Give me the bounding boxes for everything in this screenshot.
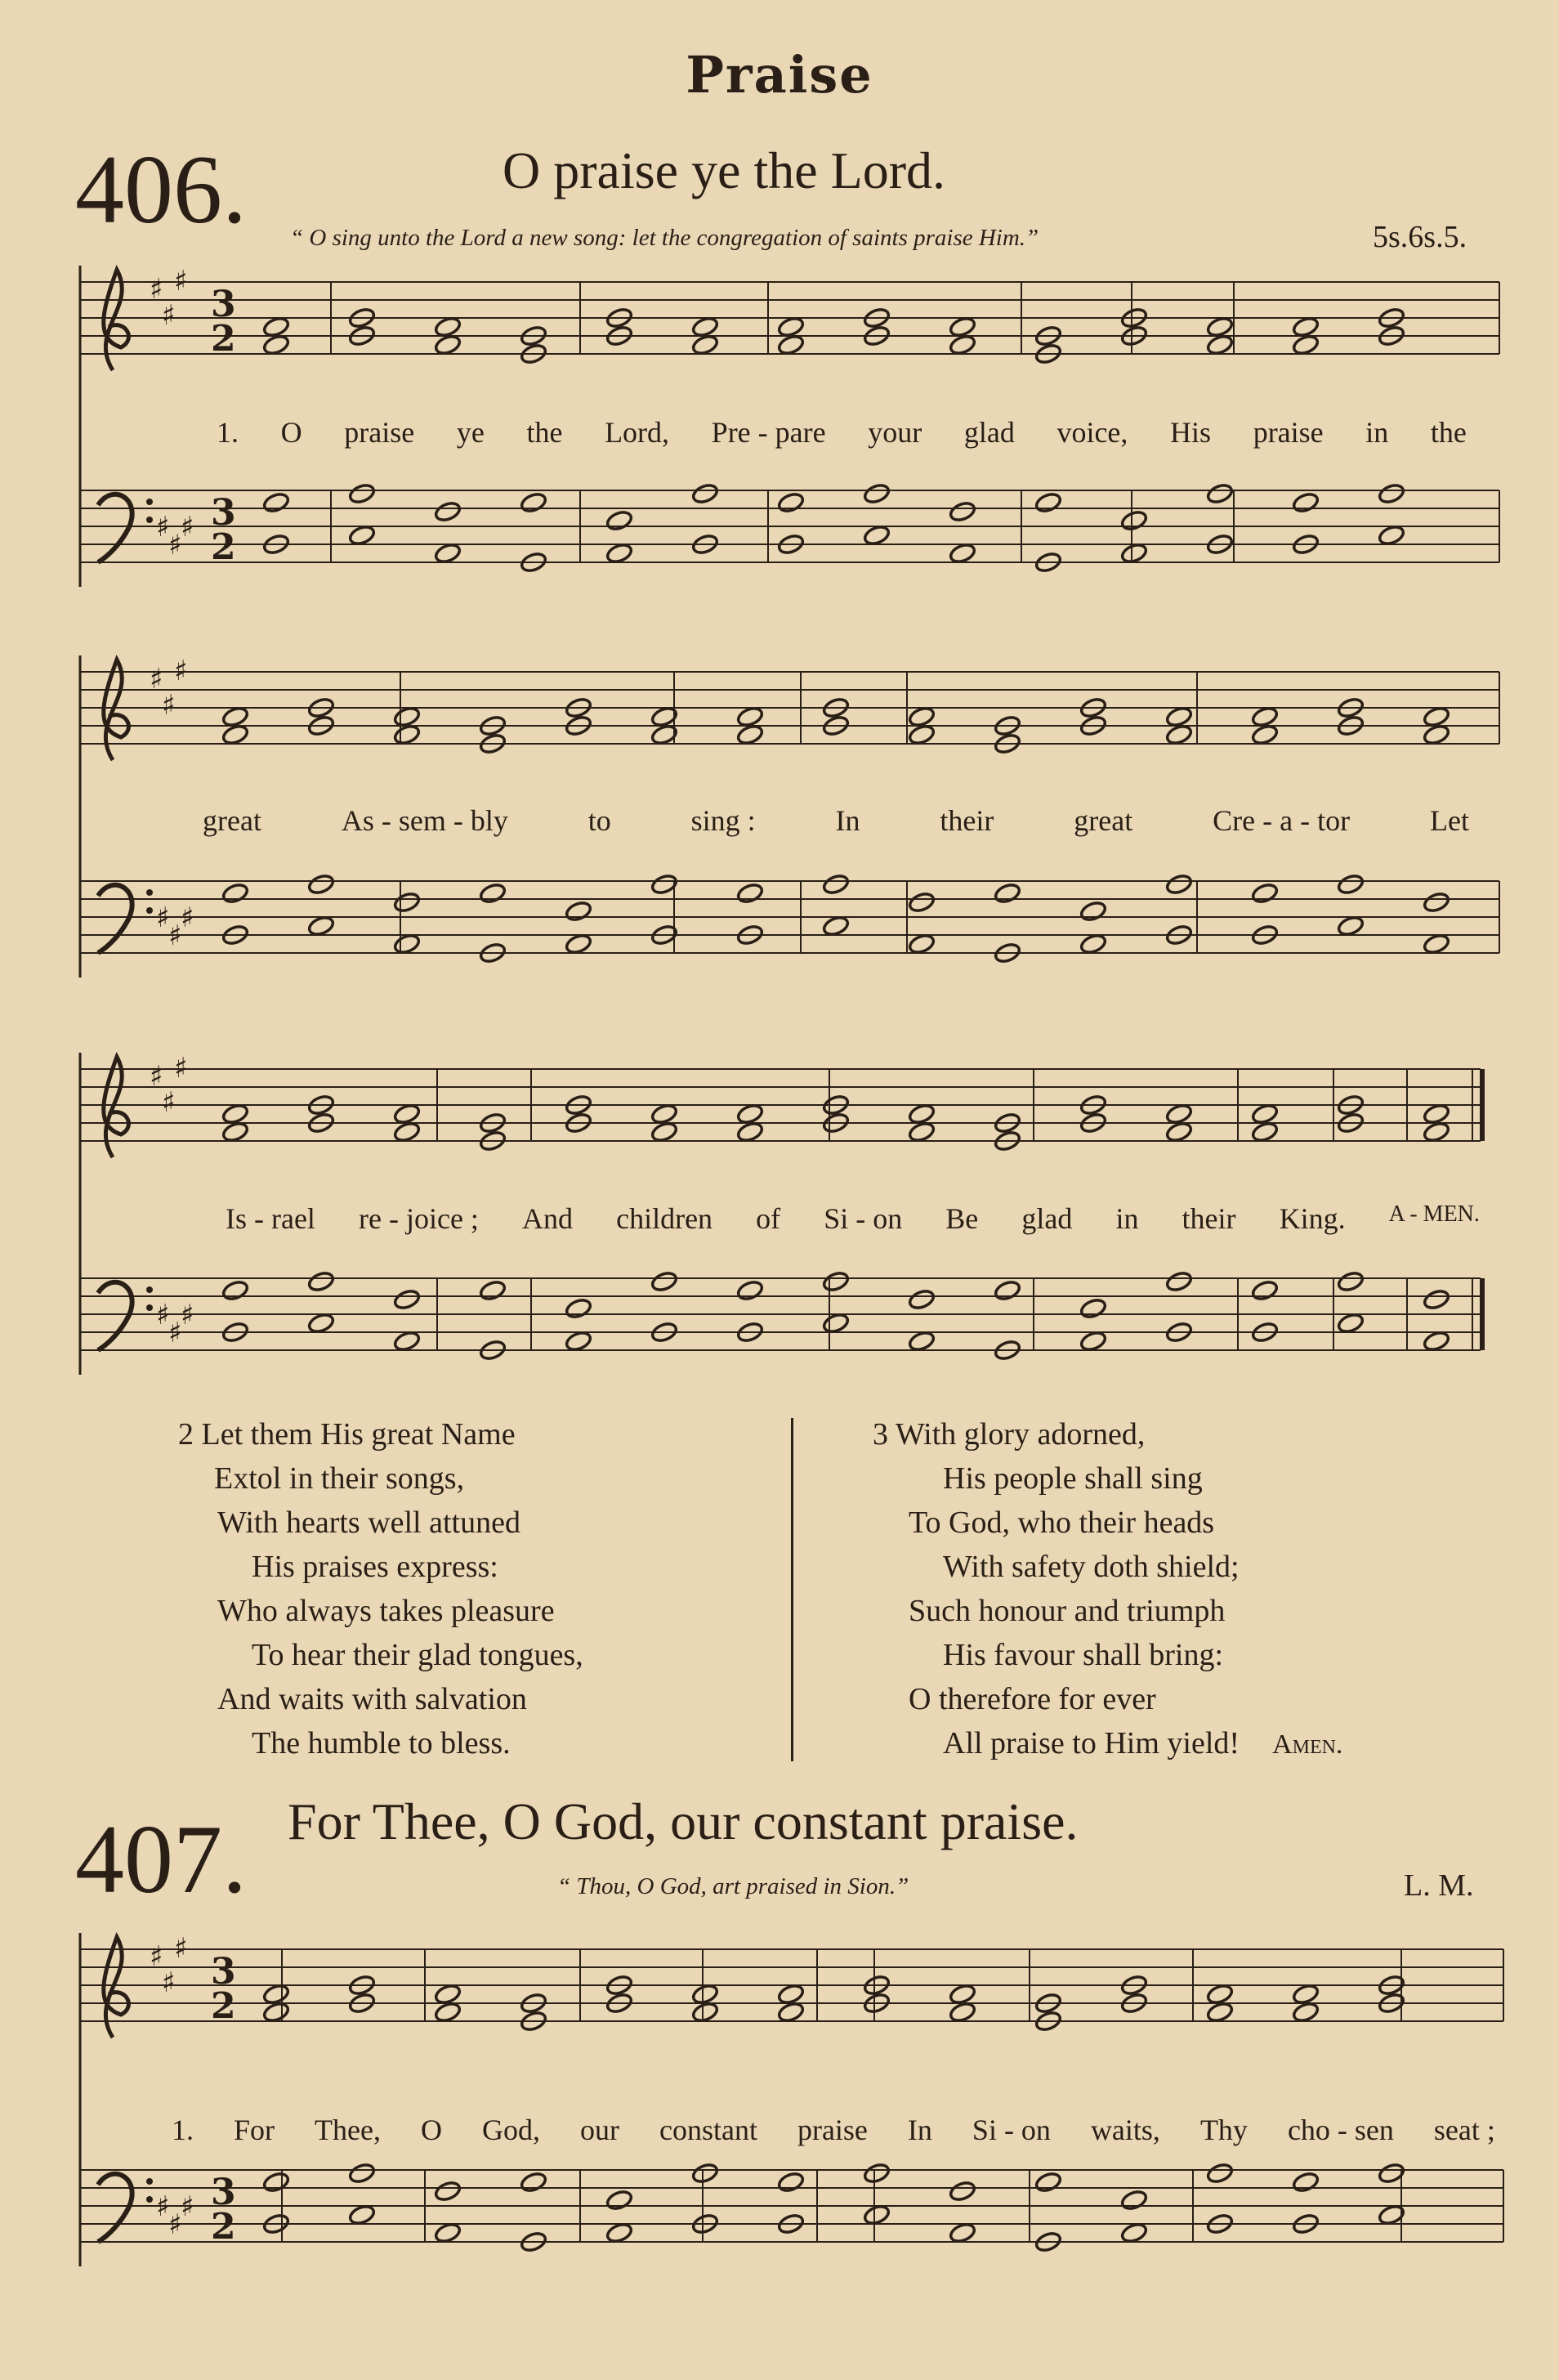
note-head (691, 2001, 720, 2024)
time-signature-top: 3 (211, 2172, 236, 2213)
note-head (221, 882, 250, 905)
note-head (393, 1103, 422, 1125)
lyric-syllable: great (203, 804, 261, 837)
note-head (1165, 723, 1194, 746)
sharp-icon: ♯ (150, 663, 163, 696)
lyric-syllable: O (280, 416, 302, 449)
note-head (1206, 2001, 1235, 2024)
note-head (1423, 933, 1451, 955)
verse-line: His favour shall bring: (943, 1638, 1224, 1672)
note-head (221, 1279, 250, 1302)
note-head (1206, 2162, 1235, 2185)
note-head (691, 482, 720, 505)
verse-divider (791, 1418, 793, 1761)
hymn-407-lyrics-line-1 (172, 2113, 1495, 2147)
note-head (691, 315, 720, 338)
lyric-syllable: to (587, 804, 611, 837)
lyric-syllable: Lord, (605, 416, 670, 449)
note-head (1423, 891, 1451, 914)
lyric-syllable: Si - on (972, 2114, 1051, 2146)
note-head (908, 1103, 936, 1125)
lyric-syllable: Be (945, 1202, 979, 1235)
note-head (949, 500, 977, 523)
lyric-syllable: great (1074, 804, 1133, 837)
treble-clef-icon (104, 660, 129, 760)
note-head (822, 1312, 851, 1335)
sharp-icon: ♯ (174, 1932, 188, 1965)
note-head (1292, 315, 1320, 338)
time-signature-top: 3 (211, 492, 236, 534)
lyric-syllable: constant (659, 2114, 757, 2146)
bass-clef-icon (98, 2174, 132, 2242)
note-head (949, 315, 977, 338)
note-head (863, 2162, 891, 2185)
note-head (1079, 900, 1108, 923)
note-head (908, 1288, 936, 1311)
note-head (1423, 1330, 1451, 1353)
note-head (1423, 1288, 1451, 1311)
note-head (348, 524, 377, 547)
verse-line: All praise to Him yield! (943, 1726, 1240, 1760)
time-signature-bottom: 2 (211, 526, 236, 568)
verse-number: 2 (178, 1417, 194, 1452)
note-head (307, 1270, 336, 1293)
hymn-406-title: O praise ye the Lord. (503, 141, 946, 199)
lyric-syllable: A - MEN. (1388, 1201, 1480, 1227)
lyric-syllable: waits, (1090, 2114, 1160, 2146)
sharp-icon: ♯ (174, 265, 188, 298)
lyric-syllable: cho - sen (1287, 2114, 1394, 2146)
lyric-syllable: Thy (1199, 2114, 1248, 2146)
note-head (348, 482, 377, 505)
verse-line: With hearts well attuned (217, 1505, 520, 1540)
note-head (262, 491, 291, 514)
sharp-icon: ♯ (174, 1052, 188, 1085)
note-head (1120, 2221, 1149, 2244)
note-head (393, 1288, 422, 1311)
note-head (479, 1279, 507, 1302)
bass-clef-icon (98, 494, 132, 562)
amen-label: Amen. (1272, 1729, 1343, 1760)
sharp-icon: ♯ (162, 299, 176, 332)
note-head (1079, 1330, 1108, 1353)
note-head (650, 1103, 679, 1125)
lyric-syllable: re - joice ; (359, 1202, 479, 1235)
sharp-icon: ♯ (156, 901, 170, 934)
hymn-407-title: For Thee, O God, our constant praise. (288, 1792, 1079, 1850)
note-head (691, 1983, 720, 2006)
sharp-icon: ♯ (181, 511, 194, 544)
note-head (822, 1270, 851, 1293)
note-head (949, 2221, 977, 2244)
lyric-syllable: In (907, 2114, 932, 2146)
treble-clef-icon (104, 1057, 129, 1157)
note-head (1292, 1983, 1320, 2006)
lyric-syllable: 1. (217, 416, 239, 449)
note-head (822, 873, 851, 896)
lyric-syllable: Is - rael (226, 1202, 315, 1235)
lyric-syllable: in (1115, 1202, 1139, 1235)
lyric-syllable: glad (963, 416, 1015, 449)
note-head (393, 1330, 422, 1353)
lyric-syllable: praise (1253, 416, 1324, 449)
time-signature-bottom: 2 (211, 2206, 236, 2248)
sharp-icon: ♯ (156, 1299, 170, 1331)
note-head (221, 705, 250, 728)
bass-clef-dot (146, 1304, 153, 1311)
hymn-406-number: 406. (75, 135, 247, 244)
bass-clef-icon (98, 1282, 132, 1350)
sharp-icon: ♯ (162, 1086, 176, 1119)
note-head (520, 2171, 548, 2194)
time-signature-top: 3 (211, 1951, 236, 1993)
note-head (994, 1279, 1022, 1302)
sharp-icon: ♯ (181, 2190, 194, 2223)
note-head (605, 542, 634, 565)
note-head (1251, 723, 1280, 746)
verse-line: Who always takes pleasure (217, 1594, 555, 1628)
note-head (1034, 2171, 1063, 2194)
note-head (949, 542, 977, 565)
note-head (949, 2180, 977, 2203)
lyric-syllable: the (1430, 416, 1467, 449)
lyric-syllable: Si - on (824, 1202, 903, 1235)
verse-line: His people shall sing (943, 1461, 1203, 1496)
note-head (605, 2189, 634, 2212)
note-head (949, 333, 977, 356)
sharp-icon: ♯ (168, 919, 182, 952)
lyric-syllable: Let (1429, 804, 1469, 837)
hymn-406-lyrics-line-2 (203, 803, 1469, 838)
bass-clef-dot (146, 499, 153, 505)
lyric-syllable: our (579, 2114, 619, 2146)
note-head (434, 2180, 462, 2203)
note-head (1079, 1297, 1108, 1320)
hymn-406-verse-2 (178, 1412, 583, 1765)
note-head (221, 1103, 250, 1125)
note-head (348, 2203, 377, 2226)
lyric-syllable: God, (481, 2114, 540, 2146)
sharp-icon: ♯ (162, 689, 176, 722)
verse-line: The humble to bless. (252, 1726, 511, 1760)
note-head (393, 891, 422, 914)
lyric-syllable: Pre - pare (711, 416, 826, 449)
lyric-syllable: His (1170, 416, 1212, 449)
note-head (1206, 333, 1235, 356)
time-signature-bottom: 2 (211, 1985, 236, 2027)
note-head (565, 900, 593, 923)
bass-clef-dot (146, 2178, 153, 2185)
note-head (307, 915, 336, 937)
sharp-icon: ♯ (150, 273, 163, 306)
lyric-syllable: Thee, (315, 2114, 381, 2146)
note-head (262, 2001, 291, 2024)
note-head (1251, 1121, 1280, 1143)
note-head (908, 1330, 936, 1353)
note-head (605, 2221, 634, 2244)
lyric-syllable: ye (456, 416, 485, 449)
note-head (1120, 2189, 1149, 2212)
sharp-icon: ♯ (181, 1299, 194, 1331)
sharp-icon: ♯ (150, 1060, 163, 1093)
section-title: Praise (686, 45, 873, 105)
note-head (1165, 705, 1194, 728)
note-head (736, 1279, 765, 1302)
lyric-syllable: their (1182, 1202, 1236, 1235)
lyric-syllable: As - sem - bly (341, 804, 508, 837)
note-head (262, 2171, 291, 2194)
lyric-syllable: Cre - a - tor (1213, 804, 1351, 837)
hymn-406-epigraph: “ O sing unto the Lord a new song: let the congregation of saints praise Him.” (290, 225, 1039, 251)
lyric-syllable: praise (797, 2114, 868, 2146)
note-head (949, 1983, 977, 2006)
bass-clef-icon (98, 885, 132, 953)
note-head (1206, 315, 1235, 338)
lyric-syllable: of (756, 1202, 781, 1235)
hymn-406-verse-3 (873, 1412, 1342, 1767)
sharp-icon: ♯ (168, 2208, 182, 2241)
note-head (434, 500, 462, 523)
verse-line: With safety doth shield; (943, 1550, 1240, 1584)
note-head (863, 524, 891, 547)
note-head (1337, 873, 1365, 896)
sharp-icon: ♯ (168, 1317, 182, 1349)
note-head (1165, 1121, 1194, 1143)
note-head (221, 723, 250, 746)
note-head (1337, 1312, 1365, 1335)
note-head (1206, 1983, 1235, 2006)
note-head (777, 1983, 806, 2006)
note-head (605, 509, 634, 532)
note-head (565, 1330, 593, 1353)
note-head (434, 2001, 462, 2024)
note-head (777, 315, 806, 338)
note-head (393, 723, 422, 746)
note-head (1423, 1121, 1451, 1143)
hymn-406-meter: 5s.6s.5. (1373, 220, 1467, 254)
note-head (1251, 705, 1280, 728)
note-head (736, 882, 765, 905)
verse-line: O therefore for ever (909, 1682, 1156, 1716)
note-head (393, 705, 422, 728)
sharp-icon: ♯ (168, 529, 182, 561)
verse-line: Let them His great Name (201, 1417, 516, 1452)
note-head (736, 1103, 765, 1125)
note-head (863, 482, 891, 505)
note-head (908, 891, 936, 914)
note-head (1337, 915, 1365, 937)
bass-clef-dot (146, 1286, 153, 1293)
note-head (262, 315, 291, 338)
hymn-407-meter: L. M. (1404, 1868, 1474, 1903)
note-head (565, 1297, 593, 1320)
note-head (777, 2171, 806, 2194)
note-head (736, 723, 765, 746)
lyric-syllable: children (616, 1202, 713, 1235)
note-head (1034, 491, 1063, 514)
verse-line: Such honour and triumph (909, 1594, 1226, 1628)
lyric-syllable: King. (1279, 1202, 1346, 1235)
lyric-syllable: In (835, 804, 860, 837)
lyric-syllable: glad (1021, 1202, 1073, 1235)
note-head (348, 2162, 377, 2185)
note-head (434, 1983, 462, 2006)
sharp-icon: ♯ (156, 511, 170, 544)
sharp-icon: ♯ (174, 655, 188, 687)
sharp-icon: ♯ (150, 1940, 163, 1973)
note-head (434, 542, 462, 565)
note-head (393, 933, 422, 955)
time-signature-bottom: 2 (211, 318, 236, 360)
sharp-icon: ♯ (162, 1966, 176, 1999)
note-head (1292, 491, 1320, 514)
note-head (736, 1121, 765, 1143)
note-head (777, 333, 806, 356)
note-head (822, 915, 851, 937)
note-head (1423, 1103, 1451, 1125)
bass-clef-dot (146, 517, 153, 523)
note-head (908, 1121, 936, 1143)
hymn-407-epigraph: “ Thou, O God, art praised in Sion.” (557, 1873, 909, 1899)
note-head (1423, 723, 1451, 746)
note-head (307, 1312, 336, 1335)
note-head (393, 1121, 422, 1143)
note-head (221, 1121, 250, 1143)
verse-line: His praises express: (252, 1550, 498, 1584)
treble-clef-icon (104, 1937, 129, 2038)
note-head (434, 2221, 462, 2244)
bass-clef-dot (146, 907, 153, 914)
note-head (650, 1121, 679, 1143)
time-signature-top: 3 (211, 284, 236, 325)
note-head (307, 873, 336, 896)
hymn-406-lyrics-line-3 (226, 1201, 1480, 1236)
bass-clef-dot (146, 2196, 153, 2203)
note-head (1423, 705, 1451, 728)
note-head (1337, 1270, 1365, 1293)
note-head (777, 2001, 806, 2024)
note-head (434, 333, 462, 356)
note-head (691, 333, 720, 356)
lyric-syllable: your (868, 416, 922, 449)
treble-clef-icon (104, 270, 129, 370)
note-head (1292, 333, 1320, 356)
lyric-syllable: praise (344, 416, 415, 449)
note-head (908, 933, 936, 955)
lyric-syllable: sing : (690, 804, 756, 837)
note-head (434, 315, 462, 338)
note-head (994, 882, 1022, 905)
note-head (736, 705, 765, 728)
note-head (1251, 1279, 1280, 1302)
lyric-syllable: O (420, 2114, 442, 2146)
note-head (1292, 2171, 1320, 2194)
note-head (1251, 882, 1280, 905)
note-head (908, 705, 936, 728)
note-head (1378, 524, 1406, 547)
note-head (1206, 482, 1235, 505)
hymn-406-lyrics-line-1 (217, 415, 1467, 450)
note-head (262, 333, 291, 356)
lyric-syllable: in (1365, 416, 1389, 449)
note-head (777, 491, 806, 514)
note-head (863, 2203, 891, 2226)
note-head (1079, 933, 1108, 955)
note-head (1165, 873, 1194, 896)
verse-line: And waits with salvation (217, 1682, 527, 1716)
lyric-syllable: the (526, 416, 563, 449)
verse-line: Extol in their songs, (214, 1461, 465, 1496)
lyric-syllable: their (940, 804, 994, 837)
lyric-syllable: 1. (172, 2114, 194, 2146)
sharp-icon: ♯ (156, 2190, 170, 2223)
note-head (262, 1983, 291, 2006)
note-head (949, 2001, 977, 2024)
hymn-407-number: 407. (75, 1805, 247, 1913)
lyric-syllable: And (522, 1202, 574, 1235)
verse-line: To God, who their heads (909, 1505, 1215, 1540)
note-head (650, 1270, 679, 1293)
lyric-syllable: For (234, 2114, 275, 2146)
note-head (1378, 482, 1406, 505)
note-head (1251, 1103, 1280, 1125)
bass-clef-dot (146, 889, 153, 896)
lyric-syllable: voice, (1056, 416, 1128, 449)
note-head (1120, 509, 1149, 532)
note-head (1292, 2001, 1320, 2024)
note-head (1165, 1270, 1194, 1293)
note-head (1120, 542, 1149, 565)
verse-line: With glory adorned, (895, 1417, 1146, 1452)
note-head (1165, 1103, 1194, 1125)
verse-line: To hear their glad tongues, (252, 1638, 583, 1672)
note-head (479, 882, 507, 905)
lyric-syllable: seat ; (1433, 2114, 1495, 2146)
note-head (908, 723, 936, 746)
note-head (520, 491, 548, 514)
sharp-icon: ♯ (181, 901, 194, 934)
note-head (691, 2162, 720, 2185)
note-head (565, 933, 593, 955)
verse-number: 3 (873, 1417, 888, 1452)
